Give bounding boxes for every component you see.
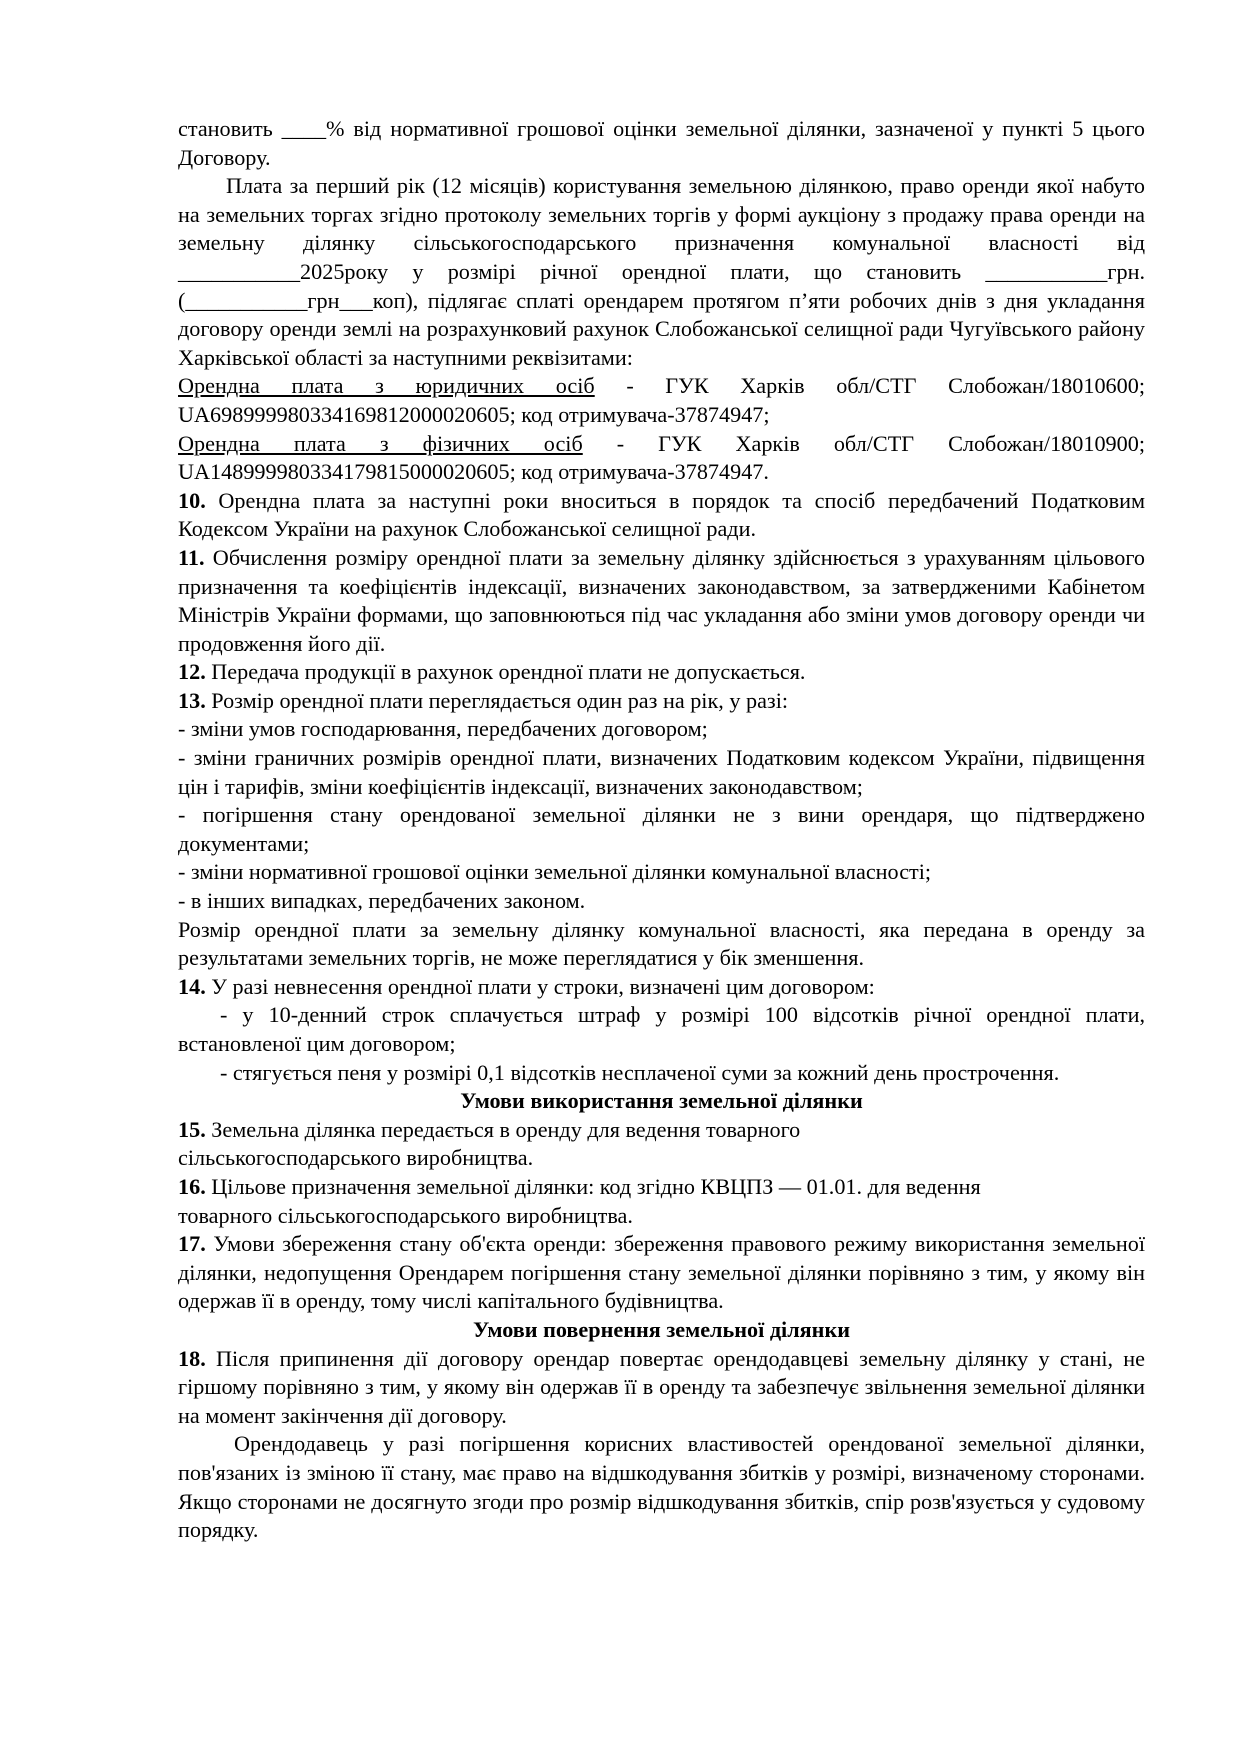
clause-text: Передача продукції в рахунок орендної плати не допускається.	[205, 659, 806, 685]
clause-14-item-1: - у 10-денний строк сплачується штраф у розмірі 100 відсотків річної орендної плати, встановленої цим договором;	[178, 1002, 1145, 1056]
clause-number: 18.	[178, 1345, 206, 1371]
clause-13-item-1: - зміни умов господарювання, передбачених договором;	[178, 716, 708, 742]
clause-11	[178, 544, 1145, 658]
clause-10	[178, 487, 1145, 544]
clause-14	[178, 973, 1145, 1002]
clause-text: Цільове призначення земельної ділянки: код згідно КВЦПЗ — 01.01. для ведення товарного сільськогосподарського виробництва.	[178, 1173, 981, 1228]
clause-text: Обчислення розміру орендної плати за земельну ділянку здійснюється з урахуванням цільового призначення та коефіцієнтів індексації, визначених законодавством, за затвердженими Кабінетом Міністрів України формами, що заповнюються під час укладання або зміни умов договору оренди чи продовження його дії.	[178, 544, 1145, 656]
clause-13-item-3: - погіршення стану орендованої земельної ділянки не з вини орендаря, що підтверджено документами;	[178, 802, 1145, 856]
clause-number: 15.	[178, 1116, 206, 1142]
requisites-legal-label: Орендна плата з юридичних осіб	[178, 373, 595, 399]
clause-13-tail: Розмір орендної плати за земельну ділянку комунальної власності, яка передана в оренду за результатами земельних торгів, не може переглядатися у бік зменшення.	[178, 916, 1145, 971]
clause-15	[178, 1116, 938, 1173]
clause-13-item-4: - зміни нормативної грошової оцінки земельної ділянки комунальної власності;	[178, 859, 932, 885]
clause-13-item-2: - зміни граничних розмірів орендної плати, визначених Податковим кодексом України, підвищення цін і тарифів, зміни коефіцієнтів індексації, визначених законодавством;	[178, 745, 1145, 799]
clause-text: Орендна плата за наступні роки вноситься в порядок та спосіб передбачений Податковим Кодексом України на рахунок Слобожанської селищної ради.	[178, 487, 1145, 542]
section-heading-usage: Умови використання земельної ділянки	[460, 1088, 863, 1114]
clause-number: 11.	[178, 544, 205, 570]
clause-number: 10.	[178, 487, 206, 513]
clause-16	[178, 1173, 988, 1230]
requisites-individuals-text: - ГУК Харків обл/СТГ Слобожан/18010900; UA148999980334179815000020605; код отримувача-37874947.	[178, 430, 1145, 485]
clause-17	[178, 1230, 1145, 1316]
paragraph-rate-intro: становить ____% від нормативної грошової оцінки земельної ділянки, зазначеної у пункті 5 цього Договору.	[178, 116, 1145, 170]
clause-18-tail: Орендодавець у разі погіршення корисних властивостей орендованої земельної ділянки, пов'язаних із зміною її стану, має право на відшкодування збитків у розмірі, визначеному сторонами. Якщо сторонами не досягнуто згоди про розмір відшкодування збитків, спір розв'язується у судовому порядку.	[178, 1431, 1145, 1543]
requisites-legal-entities	[178, 372, 1145, 429]
clause-number: 14.	[178, 973, 206, 999]
section-heading-return: Умови повернення земельної ділянки	[472, 1316, 851, 1342]
clause-text: Розмір орендної плати переглядається один раз на рік, у разі:	[205, 687, 789, 713]
clause-text: Умови збереження стану об'єкта оренди: збереження правового режиму використання земельної ділянки, недопущення Орендарем погіршення стану земельної ділянки порівняно з тим, у якому він одержав її в оренду, тому числі капітального будівництва.	[178, 1231, 1145, 1314]
clause-12	[178, 658, 1145, 687]
clause-number: 16.	[178, 1173, 206, 1199]
clause-text: Земельна ділянка передається в оренду для ведення товарного сільськогосподарського виробництва.	[178, 1116, 801, 1171]
clause-text: Після припинення дії договору орендар повертає орендодавцеві земельну ділянку у стані, не гіршому порівняно з тим, у якому він одержав її в оренду та забезпечує звільнення земельної ділянки на момент закінчення дії договору.	[178, 1345, 1145, 1428]
clause-18	[178, 1345, 1145, 1431]
clause-13-item-5: - в інших випадках, передбачених законом.	[178, 888, 586, 914]
clause-text: У разі невнесення орендної плати у строки, визначені цим договором:	[205, 973, 875, 999]
requisites-individuals-label: Орендна плата з фізичних осіб	[178, 430, 583, 456]
requisites-individuals	[178, 430, 1145, 487]
requisites-legal-text: - ГУК Харків обл/СТГ Слобожан/18010600; UA698999980334169812000020605; код отримувача-37874947;	[178, 373, 1146, 427]
clause-13	[178, 687, 1145, 716]
clause-number: 13.	[178, 687, 206, 713]
paragraph-first-year-payment: Плата за перший рік (12 місяців) користування земельною ділянкою, право оренди якої набуто на земельних торгах згідно протоколу земельних торгів у формі аукціону з продажу права оренди на земельну ділянку сільськогосподарського призначення комунальної власності від ___________2025року у розмірі річної орендної плати, що становить ___________грн.(___________грн___коп), підлягає сплаті орендарем протягом п’яти робочих днів з дня укладання договору оренди землі на розрахунковий рахунок Слобожанської селищної ради Чугуївського району Харківської області за наступними реквізитами:	[178, 173, 1145, 370]
clause-number: 12.	[178, 659, 206, 685]
clause-number: 17.	[178, 1231, 206, 1257]
clause-14-item-2: - стягується пеня у розмірі 0,1 відсотків несплаченої суми за кожний день прострочення.	[220, 1059, 1060, 1085]
